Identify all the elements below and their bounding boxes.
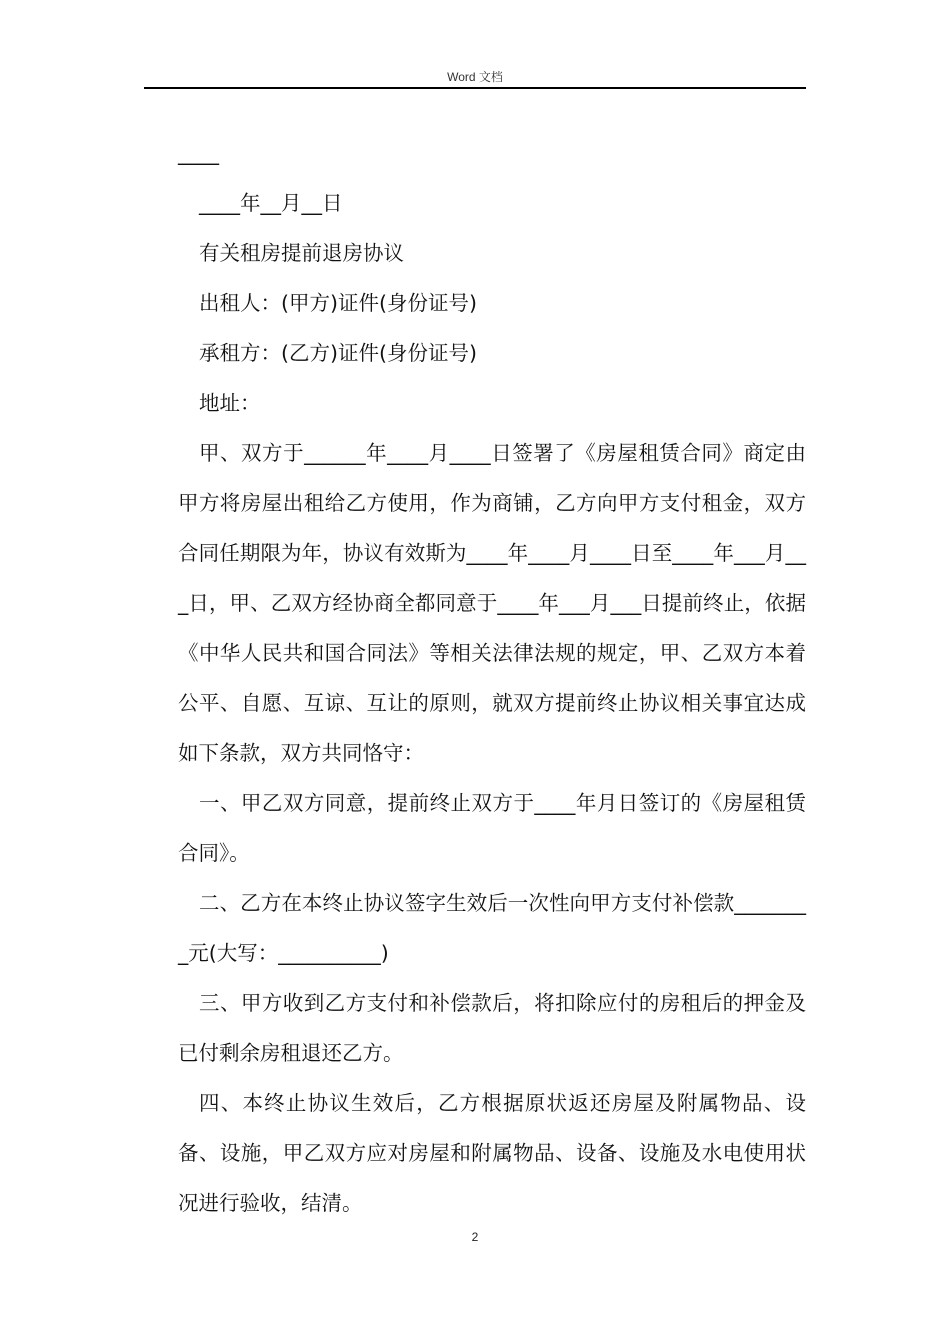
- preamble-paragraph: 甲、双方于______年____月____日签署了《房屋租赁合同》商定由甲方将房屋出租给乙方使用，作为商铺，乙方向甲方支付租金，双方合同任期限为年，协议有效斯为____年____月____日至____年___月___日，甲、乙双方经协商全都同意于____年___月___日提前终止，依据《中华人民共和国合同法》等相关法律法规的规定，甲、乙双方本着公平、自愿、互谅、互让的原则，就双方提前终止协议相关事宜达成如下条款，双方共同恪守：: [178, 441, 806, 765]
- document-body: [178, 128, 806, 1228]
- clause-4: 四、本终止协议生效后，乙方根据原状返还房屋及附属物品、设备、设施，甲乙双方应对房屋和附属物品、设备、设施及水电使用状况进行验收，结清。: [178, 1091, 806, 1215]
- page-number: 2: [471, 1230, 479, 1244]
- lessee-line: 承租方：(乙方)证件(身份证号): [199, 341, 477, 365]
- page-header-title: Word 文档: [447, 70, 503, 84]
- clause-1: 一、甲乙双方同意，提前终止双方于____年月日签订的《房屋租赁合同》。: [178, 791, 806, 865]
- blank-line: ____: [178, 141, 219, 165]
- agreement-title: 有关租房提前退房协议: [199, 241, 404, 265]
- lessor-line: 出租人：(甲方)证件(身份证号): [199, 291, 477, 315]
- clause-2: 二、乙方在本终止协议签字生效后一次性向甲方支付补偿款________元(大写：__________): [178, 891, 806, 965]
- clause-3: 三、甲方收到乙方支付和补偿款后，将扣除应付的房租后的押金及已付剩余房租退还乙方。: [178, 991, 806, 1065]
- date-line: ____年__月__日: [199, 191, 343, 215]
- header-divider: [144, 87, 806, 89]
- address-line: 地址：: [199, 391, 261, 415]
